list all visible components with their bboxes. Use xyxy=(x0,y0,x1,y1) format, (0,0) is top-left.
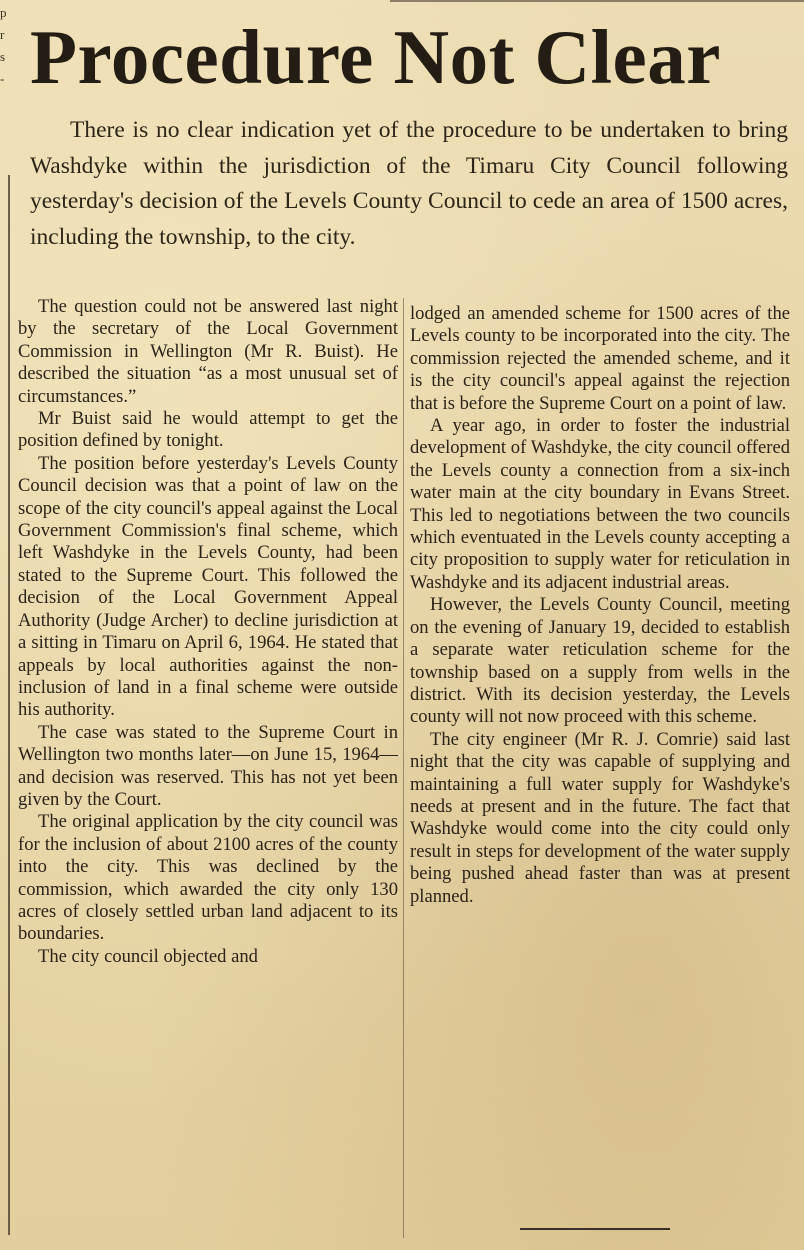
article-paragraph: The original application by the city council was for the inclusion of about 2100 acres of the county into the city. This was declined by the commission, which awarded the city only 130 acres of closely settled urban land adjacent to its boundaries. xyxy=(18,811,398,945)
article-paragraph: The city engineer (Mr R. J. Comrie) said last night that the city was capable of supplying and maintaining a full water supply for Washdyke's needs at present and in the future. The fact that Washdyke would come into the city could only result in steps for development of the water supply being pushed ahead faster than was at present planned. xyxy=(410,728,790,907)
article-end-rule xyxy=(520,1228,670,1230)
column-divider xyxy=(403,298,404,1238)
fragment-char: p xyxy=(0,5,7,20)
lede-paragraph: There is no clear indication yet of the procedure to be undertaken to bring Washdyke within the jurisdiction of the Timaru City Council following yesterday's decision of the Levels County Council to cede an area of 1500 acres, including the township, to the city. xyxy=(30,117,788,250)
article-paragraph: Mr Buist said he would attempt to get the position defined by tonight. xyxy=(18,408,398,452)
adjacent-column-fragment xyxy=(0,2,14,90)
top-column-rule xyxy=(390,0,804,2)
article-column-right xyxy=(410,303,790,908)
article-paragraph: The position before yesterday's Levels County Council decision was that a point of law on the scope of the city council's appeal against the Local Government Commission's final scheme, which left Washdyke in the Levels County, had been stated to the Supreme Court. This followed the decision of the Local Government Appeal Authority (Judge Archer) to decline jurisdiction at a sitting in Timaru on April 6, 1964. He stated that appeals by local authorities against the non-inclusion of land in a final scheme were outside his authority. xyxy=(18,452,398,721)
article-paragraph: The case was stated to the Supreme Court in Wellington two months later—on June 15, 1964—and decision was reserved. This has not yet been given by the Court. xyxy=(18,721,398,810)
article-paragraph: lodged an amended scheme for 1500 acres of the Levels county to be incorporated into the city. The commission rejected the amended scheme, and it is the city council's appeal against the rejection that is before the Supreme Court on a point of law. xyxy=(410,303,790,414)
article-paragraph: However, the Levels County Council, meeting on the evening of January 19, decided to establish a separate water reticulation scheme for the township based on a supply from wells in the district. With its decision yesterday, the Levels county will not now proceed with this scheme. xyxy=(410,594,790,728)
article-paragraph: A year ago, in order to foster the industrial development of Washdyke, the city council offered the Levels county a connection from a six-inch water main at the city boundary in Evans Street. This led to negotiations between the two councils which eventuated in the Levels county accepting a city proposition to supply water for reticulation in Washdyke and its adjacent industrial areas. xyxy=(410,415,790,593)
article-paragraph: The question could not be answered last night by the secretary of the Local Government Commission in Wellington (Mr R. Buist). He described the situation “as a most unusual set of circumstances.” xyxy=(18,296,398,407)
fragment-char: s xyxy=(0,49,6,64)
article-paragraph: The city council objected and xyxy=(38,945,258,967)
fragment-char: r xyxy=(0,27,5,42)
left-margin-rule xyxy=(8,175,10,1235)
article-column-left xyxy=(18,296,398,968)
headline: Procedure Not Clear xyxy=(30,14,721,100)
fragment-char: - xyxy=(0,71,5,86)
